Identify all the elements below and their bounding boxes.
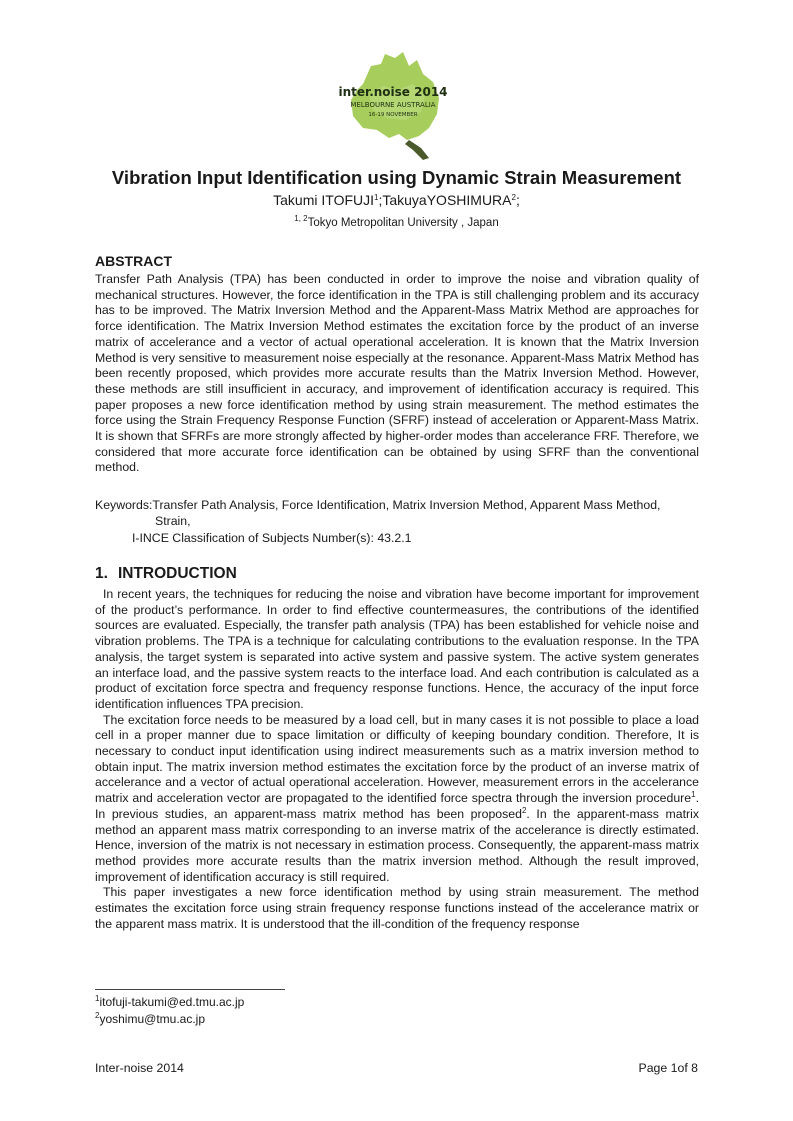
intro-paragraph-3: This paper investigates a new force identification method by using strain measurement. The method estimates the excitation force using strain frequency response functions instead of the accelerance matrix or the apparent mass matrix. It is understood that the ill-condition of the frequency response xyxy=(95,885,699,931)
logo-line2: MELBOURNE AUSTRALIA xyxy=(350,101,436,109)
introduction-body xyxy=(95,587,699,932)
authors-tail: ; xyxy=(515,192,520,208)
footer-page-number: Page 1of 8 xyxy=(638,1061,698,1075)
section-heading-introduction xyxy=(95,565,237,583)
intro-p2-part-b: . In previous studies, an apparent-mass matrix method has been proposed xyxy=(95,791,699,821)
affiliation-text: Tokyo Metropolitan University , Japan xyxy=(307,217,499,229)
section-title: INTRODUCTION xyxy=(117,565,237,582)
logo-line1: inter.noise 2014 xyxy=(338,85,448,99)
boomerang-icon xyxy=(405,140,429,160)
intro-paragraph-1: In recent years, the techniques for reducing the noise and vibration have become important for improvement of the product’s performance. In order to find effective countermeasures, the contributions of the identified sources are evaluated. Especially, the transfer path analysis (TPA) has been established for vehicle noise and vibration problems. The TPA is a technique for calculating contributions to the evaluation response. In the TPA analysis, the target system is separated into active system and passive system. The active system generates an interface load, and the passive system reacts to the interface load. And each contribution is calculated as a product of excitation force spectra and frequency response functions. Hence, the accuracy of the input force identification influences TPA precision. xyxy=(95,587,699,711)
australia-map-logo xyxy=(333,44,453,164)
intro-p2-part-a: The excitation force needs to be measured by a load cell, but in many cases it is not possible to place a load cell in a proper manner due to space limitation or difficulty of keeping boundary condition. Therefore, It is necessary to conduct input identification using indirect measurements such as a matrix inversion method to obtain input. The matrix inversion method estimates the excitation force by the product of an inverse matrix of accelerance and a vector of actual operational acceleration. However, measurement errors in the accelerance matrix and acceleration vector are propagated to the identified force spectra through the inversion procedure xyxy=(95,712,699,806)
intro-p2-part-c: . In the apparent-mass matrix method an apparent mass matrix corresponding to an inverse matrix of the accelerance is directly estimated. Hence, inversion of the matrix is not necessary in estimation process. Consequently, the apparent-mass matrix method provides more accurate results than the matrix inversion method. Although the result improved, improvement of identification accuracy is still required. xyxy=(95,806,699,884)
paper-title: Vibration Input Identification using Dynamic Strain Measurement xyxy=(111,167,682,188)
keywords-line2: Strain, xyxy=(155,513,191,528)
author-1: Takumi ITOFUJI xyxy=(273,192,375,208)
abstract-heading: ABSTRACT xyxy=(95,253,172,269)
logo-line3: 16-19 NOVEMBER xyxy=(368,112,418,118)
keywords xyxy=(95,498,660,529)
footnote-1 xyxy=(95,995,244,1009)
footnote-1-email: itofuji-takumi@ed.tmu.ac.jp xyxy=(99,995,245,1009)
footnote-2 xyxy=(95,1012,205,1026)
author-2-sup: 2 xyxy=(511,193,516,202)
footnote-1-sup: 1 xyxy=(95,994,100,1003)
footnote-2-sup: 2 xyxy=(95,1011,100,1020)
footnote-divider xyxy=(95,989,285,990)
intro-paragraph-2 xyxy=(95,713,699,886)
footer-conference: Inter-noise 2014 xyxy=(95,1061,184,1075)
citation-2: 2 xyxy=(521,805,527,815)
authors xyxy=(40,192,753,208)
abstract-text: Transfer Path Analysis (TPA) has been conducted in order to improve the noise and vibration quality of mechanical structures. However, the force identification in the TPA is still challenging problem and its accuracy has to be improved. The Matrix Inversion Method and the Apparent-Mass Matrix Method are approaches for force identification. The Matrix Inversion Method estimates the excitation force by the product of an inverse matrix of accelerance and a vector of actual operational acceleration. It is known that the Matrix Inversion Method is very sensitive to measurement noise especially at the resonance. Apparent-Mass Matrix Method has been recently proposed, which provides more accurate results than the Matrix Inversion Method. However, these methods are still insufficient in accuracy, and improvement of identification accuracy is required. This paper proposes a new force identification method by using strain measurement. The method estimates the force using the Strain Frequency Response Function (SFRF) instead of acceleration or Apparent-Mass Matrix. It is shown that SFRFs are more strongly affected by higher-order modes than accelerance FRF. Therefore, we considered that more accurate force identification can be obtained by using SFRF than the conventional method. xyxy=(95,272,699,475)
citation-1: 1 xyxy=(691,790,696,800)
section-number: 1. xyxy=(95,565,108,582)
author-1-sup: 1 xyxy=(374,193,379,202)
affiliation xyxy=(40,214,753,229)
classification: I-INCE Classification of Subjects Number(s): 43.2.1 xyxy=(132,531,412,545)
affiliation-sup: 1, 2 xyxy=(294,214,308,223)
author-2: ;TakuyaYOSHIMURA xyxy=(378,192,512,208)
footnote-2-email: yoshimu@tmu.ac.jp xyxy=(99,1012,206,1026)
conference-logo xyxy=(333,44,453,164)
keywords-line1: Keywords:Transfer Path Analysis, Force Identification, Matrix Inversion Method, Apparent Mass Method, xyxy=(95,498,661,512)
